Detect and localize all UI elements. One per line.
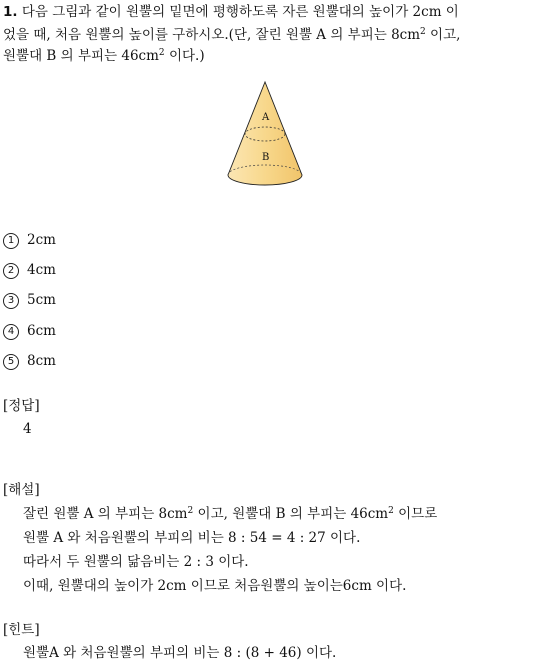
question-line-3 xyxy=(3,46,205,66)
superscript: 2 xyxy=(187,506,194,516)
choice-marker: 2 xyxy=(3,263,19,279)
choice-5[interactable] xyxy=(3,351,56,371)
question-text-2a: 었을 때, 처음 원뿔의 높이를 구하시오.(단, 잘린 원뿔 A 의 부피는 8cm xyxy=(3,27,421,43)
question-line-2 xyxy=(3,25,460,45)
hint-heading: [힌트] xyxy=(3,622,40,638)
choice-marker: 3 xyxy=(3,293,19,309)
label-a: A xyxy=(262,112,270,123)
superscript: 2 xyxy=(420,27,426,37)
choice-marker: 4 xyxy=(3,324,19,340)
cone-figure xyxy=(222,80,308,190)
explanation-heading: [해설] xyxy=(3,482,40,498)
question-text-3b: 이다.) xyxy=(164,48,205,64)
choice-1[interactable] xyxy=(3,230,56,250)
choice-2[interactable] xyxy=(3,260,56,280)
choice-text: 4cm xyxy=(27,262,56,278)
superscript: 2 xyxy=(388,506,394,516)
explanation-text-1b: 이고, 원뿔대 B 의 부피는 46cm xyxy=(193,506,389,522)
explanation-line-1 xyxy=(23,504,437,524)
explanation-line-3: 따라서 두 원뿔의 닮음비는 2 : 3 이다. xyxy=(23,554,249,570)
label-b: B xyxy=(262,152,270,163)
choice-text: 2cm xyxy=(27,232,56,248)
choice-text: 5cm xyxy=(27,292,56,308)
explanation-line-4: 이때, 원뿔대의 높이가 2cm 이므로 처음원뿔의 높이는6cm 이다. xyxy=(23,578,407,594)
answer-value: 4 xyxy=(23,421,32,437)
choice-marker: 5 xyxy=(3,354,19,370)
answer-heading: [정답] xyxy=(3,398,40,414)
explanation-text-1c: 이므로 xyxy=(393,506,438,522)
explanation-text-1a: 잘린 원뿔 A 의 부피는 8cm xyxy=(23,506,188,522)
cone-body xyxy=(228,82,302,185)
choice-3[interactable] xyxy=(3,290,56,310)
choice-text: 8cm xyxy=(27,353,56,369)
choice-marker: 1 xyxy=(3,233,19,249)
question-number: 1. xyxy=(3,4,18,20)
explanation-line-2: 원뿔 A 와 처음원뿔의 부피의 비는 8 : 54 = 4 : 27 이다. xyxy=(23,530,361,546)
choice-4[interactable] xyxy=(3,321,56,341)
question-text-2b: 이고, xyxy=(425,27,461,43)
question-text-1: 다음 그림과 같이 원뿔의 밑면에 평행하도록 자른 원뿔대의 높이가 2cm 이 xyxy=(21,4,459,20)
hint-line-1: 원뿔A 와 처음원뿔의 부피의 비는 8 : (8 + 46) 이다. xyxy=(23,645,337,661)
choice-text: 6cm xyxy=(27,323,56,339)
question-text-3a: 원뿔대 B 의 부피는 46cm xyxy=(3,48,159,64)
superscript: 2 xyxy=(158,48,165,58)
question-line-1 xyxy=(3,2,459,22)
